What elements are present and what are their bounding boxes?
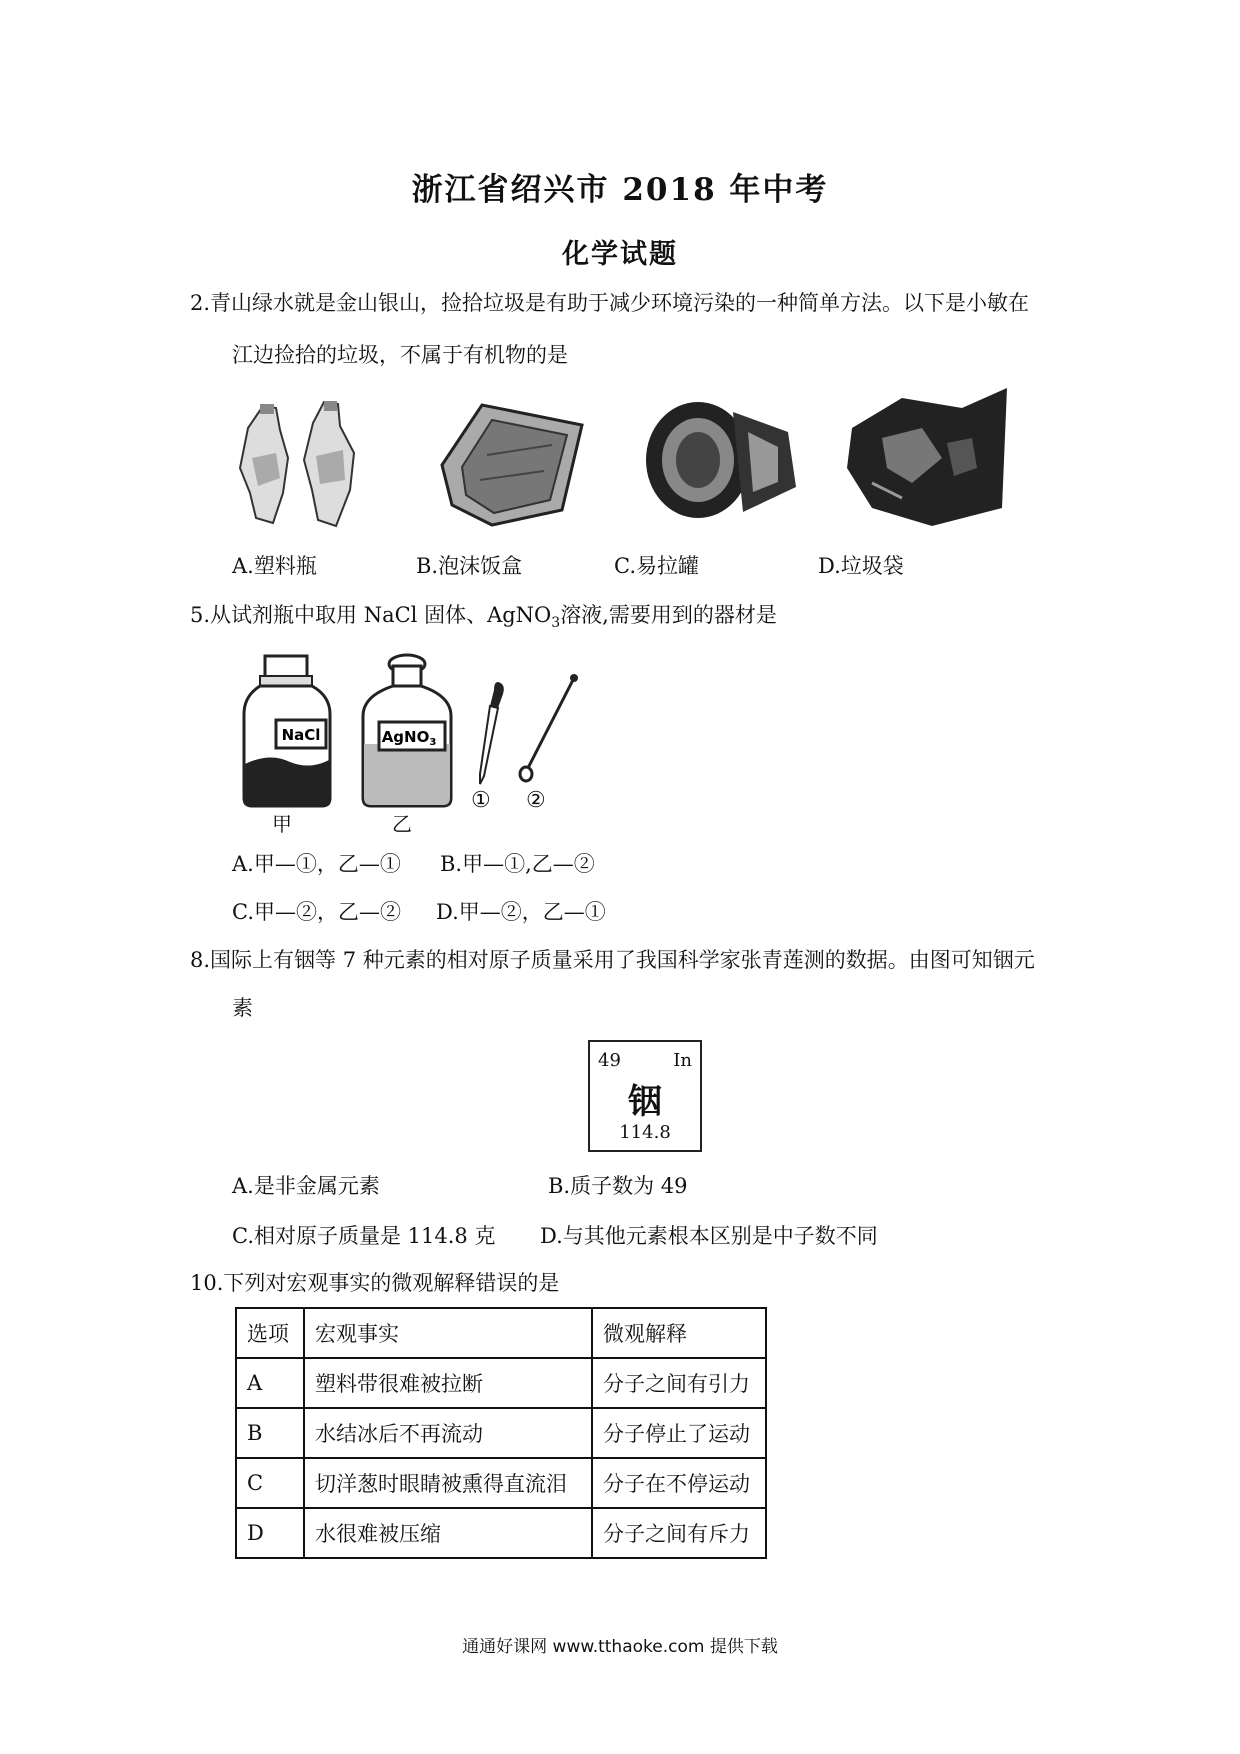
table-row <box>236 1458 766 1508</box>
q8-stem-line1: 8.国际上有铟等 7 种元素的相对原子质量采用了我国科学家张青莲测的数据。由图可知铟元 <box>190 948 1035 972</box>
element-card <box>588 1040 702 1152</box>
table-cell: 切洋葱时眼睛被熏得直流泪 <box>304 1458 592 1508</box>
q2-option-b: B.泡沫饭盒 <box>416 554 523 578</box>
figure-label-1: ① <box>471 788 491 813</box>
can-image <box>638 392 803 522</box>
element-mass: 114.8 <box>619 1122 671 1143</box>
explanation-table <box>235 1307 767 1559</box>
table-cell: 分子之间有斥力 <box>592 1508 766 1558</box>
q2-option-d: D.垃圾袋 <box>818 554 904 578</box>
q8-stem-line2: 素 <box>232 996 253 1020</box>
spoon-image <box>514 672 584 787</box>
table-cell: 分子停止了运动 <box>592 1408 766 1458</box>
page-subtitle: 化学试题 <box>562 239 678 270</box>
q5-option-b: B.甲—①,乙—② <box>440 852 595 876</box>
q8-option-a: A.是非金属元素 <box>232 1174 380 1198</box>
agno3-bottle-image <box>357 652 457 810</box>
q5-option-c: C.甲—②，乙—② <box>232 900 401 924</box>
q8-option-d: D.与其他元素根本区别是中子数不同 <box>540 1224 878 1248</box>
page-footer: 通通好课网 www.tthaoke.com 提供下载 <box>462 1637 778 1657</box>
table-header-cell: 微观解释 <box>592 1308 766 1358</box>
table-cell: C <box>236 1458 304 1508</box>
table-header-cell: 宏观事实 <box>304 1308 592 1358</box>
q5-option-a: A.甲—①，乙—① <box>232 852 401 876</box>
figure-label-yi: 乙 <box>392 812 412 836</box>
element-name: 铟 <box>628 1082 662 1122</box>
table-header-row <box>236 1308 766 1358</box>
table-cell: 塑料带很难被拉断 <box>304 1358 592 1408</box>
table-cell: 分子在不停运动 <box>592 1458 766 1508</box>
element-symbol: In <box>673 1050 692 1071</box>
garbage-bag-image <box>842 388 1012 528</box>
table-cell: 水结冰后不再流动 <box>304 1408 592 1458</box>
table-cell: 分子之间有引力 <box>592 1358 766 1408</box>
q8-option-b: B.质子数为 49 <box>548 1174 688 1198</box>
nacl-bottle-image <box>240 652 335 810</box>
q10-stem: 10.下列对宏观事实的微观解释错误的是 <box>190 1271 560 1295</box>
q2-option-a: A.塑料瓶 <box>232 554 317 578</box>
table-cell: D <box>236 1508 304 1558</box>
table-row <box>236 1358 766 1408</box>
plastic-bottles-image <box>228 398 378 530</box>
table-cell: A <box>236 1358 304 1408</box>
q5-option-d: D.甲—②，乙—① <box>436 900 606 924</box>
figure-label-2: ② <box>526 788 546 813</box>
q2-stem-line2: 江边捡拾的垃圾，不属于有机物的是 <box>232 343 568 367</box>
q8-option-c: C.相对原子质量是 114.8 克 <box>232 1224 496 1248</box>
q2-option-c: C.易拉罐 <box>614 554 699 578</box>
q5-stem: 5.从试剂瓶中取用 NaCl 固体、AgNO$_3$溶液,需要用到的器材是 <box>190 603 777 632</box>
table-row <box>236 1508 766 1558</box>
q2-stem-line1: 2.青山绿水就是金山银山，捡拾垃圾是有助于减少环境污染的一种简单方法。以下是小敏在 <box>190 291 1030 315</box>
table-cell: B <box>236 1408 304 1458</box>
figure-label-jia: 甲 <box>272 812 292 836</box>
dropper-image <box>470 678 510 788</box>
page-title: 浙江省绍兴市 2018 年中考 <box>411 172 829 208</box>
element-number: 49 <box>598 1050 621 1071</box>
table-header-cell: 选项 <box>236 1308 304 1358</box>
svg-text:AgNO3: AgNO$_3$ <box>381 728 437 748</box>
nacl-label: NaCl <box>281 726 321 744</box>
table-cell: 水很难被压缩 <box>304 1508 592 1558</box>
foam-box-image <box>432 395 592 530</box>
table-row <box>236 1408 766 1458</box>
